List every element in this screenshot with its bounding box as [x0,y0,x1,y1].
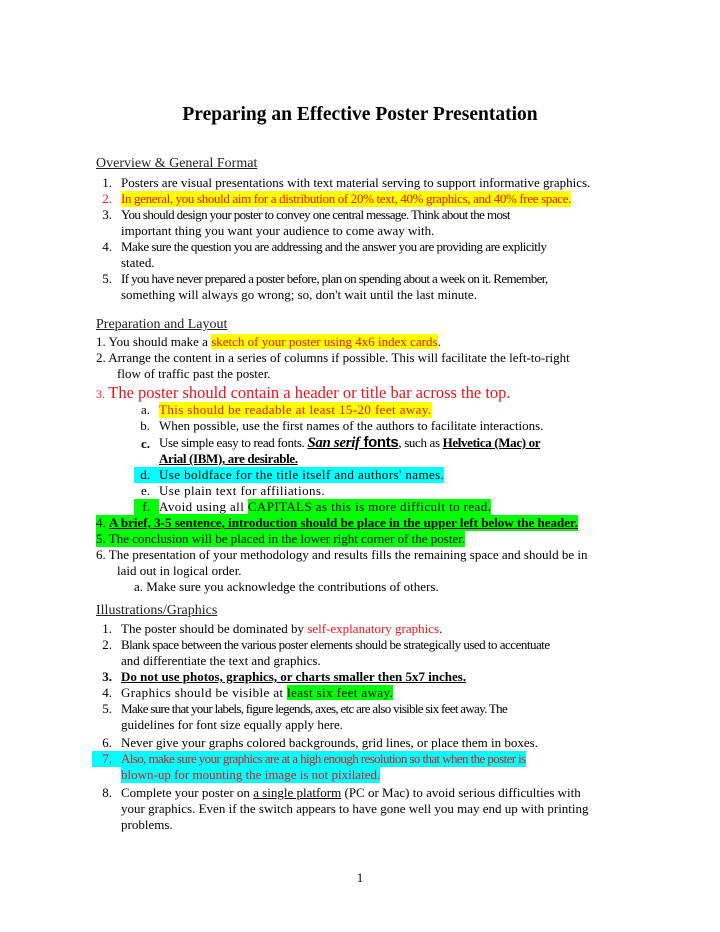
prep-sub-f-letter: f. [134,499,152,515]
overview-num-1: 1. [102,175,112,190]
illus-item-8-cont-2: problems. [121,817,173,832]
illus-num-8: 8. [102,785,112,800]
prep-sub-f: Avoid using all CAPITALS as this is more difficult to read. [152,499,491,515]
section-heading-illustrations: Illustrations/Graphics [96,603,218,618]
prep-sub-e-letter: e. [140,483,150,498]
illus-item-8-cont-1: your graphics. Even if the switch appears to have gone well you may end up with printing [121,801,589,816]
overview-num-4: 4. [102,239,112,254]
illus-item-5-cont: guidelines for font size equally apply here. [121,717,344,732]
illus-item-1: The poster should be dominated by self-explanatory graphics. [121,621,443,636]
overview-item-4-cont: stated. [121,255,155,270]
overview-item-5-cont: something will always go wrong; so, don't wait until the last minute. [121,287,477,302]
prep-item-6a: a. Make sure you acknowledge the contributions of others. [134,579,439,594]
illus-item-2-cont: and differentiate the text and graphics. [121,653,321,668]
overview-num-2: 2. [102,191,112,206]
overview-item-2: In general, you should aim for a distribution of 20% text, 40% graphics, and 40% free space. [121,191,572,206]
prep-item-6-cont: laid out in logical order. [117,563,242,578]
prep-sub-a-letter: a. [140,402,150,417]
illus-item-8: Complete your poster on a single platform (PC or Mac) to avoid serious difficulties with [121,785,581,800]
prep-sub-d-letter: d. [134,467,152,483]
illus-num-4: 4. [102,685,112,700]
overview-num-5: 5. [102,271,112,286]
prep-item-2-cont: flow of traffic past the poster. [117,366,271,381]
sans-serif-text: San serif [307,435,360,451]
prep-sub-e: Use plain text for affiliations. [159,483,325,498]
prep-item-2: 2. Arrange the content in a series of columns if possible. This will facilitate the left-to-right [96,350,570,365]
illus-num-7: 7. [92,751,114,767]
page-number: 1 [356,870,364,885]
prep-sub-a: This should be readable at least 15-20 feet away. [159,402,432,417]
illus-item-4: Graphics should be visible at least six feet away. [121,685,394,700]
overview-item-3: You should design your poster to convey one central message. Think about the most [121,207,510,222]
overview-num-3: 3. [102,207,112,222]
prep-sub-d: Use boldface for the title itself and authors' names. [152,467,444,483]
prep-item-1-highlight: sketch of your poster using 4x6 index cards [211,334,438,349]
illus-item-7-cont: blown-up for mounting the image is not pixilated. [121,767,381,782]
prep-sub-c-letter: c. [140,436,150,451]
illus-num-6: 6. [102,735,112,750]
section-heading-preparation: Preparation and Layout [96,317,228,332]
illus-num-3: 3. [102,669,112,684]
prep-sub-b: When possible, use the first names of the authors to facilitate interactions. [159,418,544,433]
overview-item-1: Posters are visual presentations with text material serving to support informative graphics. [121,175,591,190]
prep-item-6: 6. The presentation of your methodology and results fills the remaining space and should be in [96,547,588,562]
overview-item-5: If you have never prepared a poster before, plan on spending about a week on it. Remember, [121,271,548,286]
prep-item-3: 3. The poster should contain a header or title bar across the top. [96,383,511,402]
prep-sub-c-cont: Arial (IBM), are desirable. [159,451,298,466]
illus-item-2: Blank space between the various poster elements should be strategically used to accentuate [121,637,550,652]
overview-item-4: Make sure the question you are addressing and the answer you are providing are explicitly [121,239,547,254]
prep-sub-b-letter: b. [140,418,150,433]
illus-item-3: Do not use photos, graphics, or charts smaller then 5x7 inches. [121,669,467,684]
illus-num-2: 2. [102,637,112,652]
illus-item-7: Also, make sure your graphics are at a high enough resolution so that when the poster is [114,751,526,767]
prep-sub-c: Use simple easy to read fonts. San serif fonts, such as Helvetica (Mac) or [159,434,541,451]
overview-item-3-cont: important thing you want your audience to come away with. [121,223,435,238]
prep-item-1: 1. You should make a sketch of your poster using 4x6 index cards. [96,334,441,349]
illus-item-5: Make sure that your labels, figure legends, axes, etc are also visible six feet away. The [121,701,508,716]
prep-item-4: 4. A brief, 3-5 sentence, introduction should be place in the upper left below the header. [96,515,578,530]
illus-num-1: 1. [102,621,112,636]
illus-item-6: Never give your graphs colored backgrounds, grid lines, or place them in boxes. [121,735,538,750]
page-title: Preparing an Effective Poster Presentation [182,104,538,125]
illus-num-5: 5. [102,701,112,716]
prep-item-5: 5. The conclusion will be placed in the lower right corner of the poster. [96,531,466,546]
section-heading-overview: Overview & General Format [96,156,258,171]
